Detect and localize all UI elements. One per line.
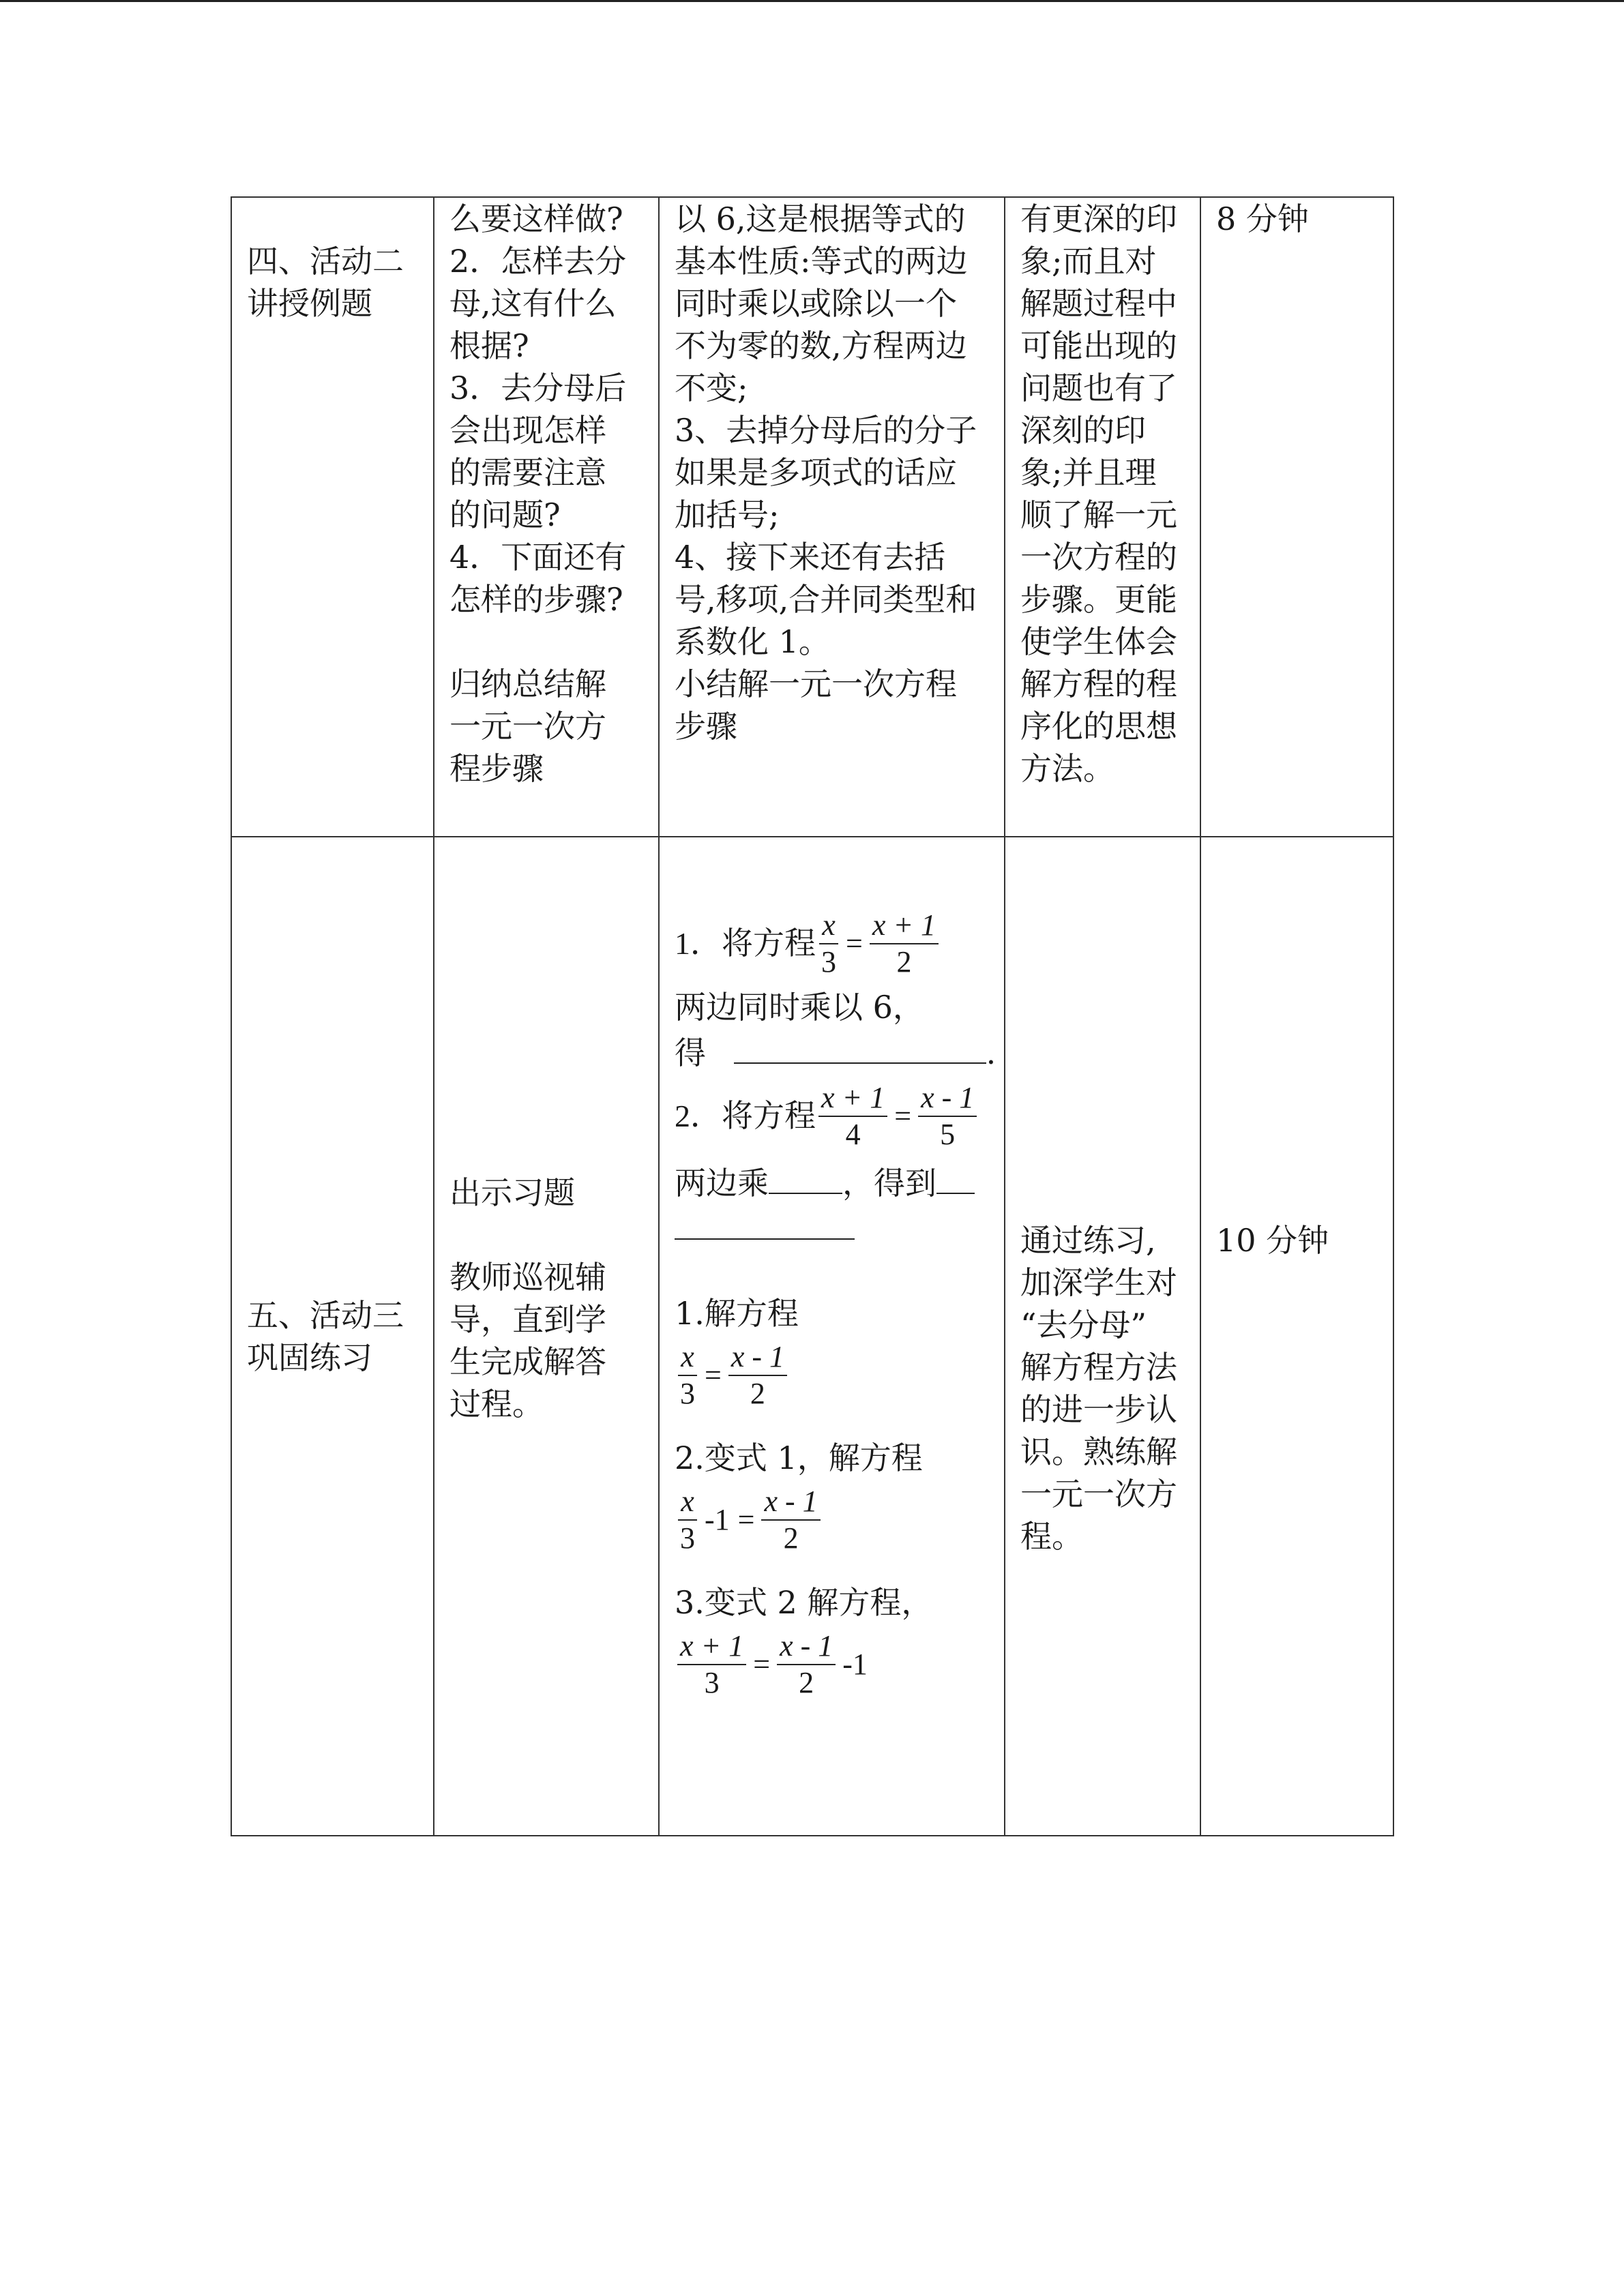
intent-line: 方法。 — [1020, 750, 1114, 787]
student-line: 不变; — [675, 370, 748, 406]
table-row-activity-2 — [231, 197, 1393, 837]
fraction-x-over-3: $\frac{x}{3}$ — [818, 908, 839, 980]
teacher-activity-cell — [434, 837, 659, 1836]
time-cell — [1200, 197, 1393, 837]
fraction-x-plus-1-over-2: $\frac{x + 1}{2}$ — [870, 908, 939, 980]
intent-line: 顺了解一元 — [1020, 496, 1177, 533]
student-line: 小结解一元一次方程 — [675, 666, 957, 702]
teacher-line: 会出现怎样 — [449, 412, 606, 449]
exercise-1-equation: $\frac{x}{3}$ = $\frac{x - 1}{2}$ — [675, 1335, 992, 1416]
fraction-x-plus-1-over-4: $\frac{x + 1}{4}$ — [818, 1080, 887, 1152]
q1-line3: 得 . — [675, 1028, 992, 1074]
teacher-line: 怎样的步骤? — [449, 581, 623, 618]
teacher-line: 4．下面还有 — [449, 539, 627, 576]
student-line: 不为零的数,方程两边 — [675, 327, 967, 364]
teacher-summary-line: 归纳总结解 — [449, 666, 606, 702]
student-line: 加括号; — [675, 496, 780, 533]
teacher-line: 的问题? — [449, 496, 561, 533]
teacher-summary-line: 一元一次方 — [449, 708, 606, 745]
activity-title-line2: 讲授例题 — [247, 285, 372, 322]
teacher-line: 么要这样做? — [449, 200, 623, 237]
student-activity-cell — [659, 197, 1005, 837]
intent-line: 程。 — [1020, 1518, 1083, 1555]
activity-cell — [231, 837, 434, 1836]
q2-line2: 两边乘 ，得到 — [675, 1159, 992, 1204]
intent-line: 有更深的印 — [1020, 200, 1177, 237]
intent-line: 使学生体会 — [1020, 623, 1177, 660]
question-2: 2．将方程 $\frac{x + 1}{4}$ = $\frac{x - 1}{5}$ — [675, 1074, 992, 1159]
student-line: 3、去掉分母后的分子 — [675, 412, 977, 449]
teacher-line: 生完成解答 — [449, 1343, 606, 1380]
design-intent-cell — [1005, 837, 1200, 1836]
exercise-2-title: 2.变式 1，解方程 — [675, 1440, 923, 1476]
intent-line: 问题也有了 — [1020, 370, 1177, 406]
teacher-summary-line: 程步骤 — [449, 750, 544, 787]
teacher-line: 过程。 — [449, 1386, 544, 1422]
time-cell — [1200, 837, 1393, 1836]
intent-line: 象;而且对 — [1020, 243, 1157, 280]
exercise-2-equation: $\frac{x}{3}$ -1 = $\frac{x - 1}{2}$ — [675, 1479, 992, 1561]
answer-blank[interactable] — [675, 1204, 855, 1240]
table-row-activity-3 — [231, 837, 1393, 1836]
teacher-line: 根据? — [449, 327, 529, 364]
student-activity-cell — [659, 837, 1005, 1836]
answer-blank[interactable] — [769, 1159, 842, 1194]
answer-blank[interactable] — [936, 1159, 975, 1194]
exercise-1-title: 1.解方程 — [675, 1295, 799, 1332]
student-line: 同时乘以或除以一个 — [675, 285, 957, 322]
time-allocation: 8 分钟 — [1216, 200, 1309, 237]
teacher-line: 的需要注意 — [449, 454, 606, 491]
intent-line: 深刻的印 — [1020, 412, 1146, 449]
intent-line: 解题过程中 — [1020, 285, 1177, 322]
exercise-3-equation: $\frac{x + 1}{3}$ = $\frac{x - 1}{2}$ -1 — [675, 1624, 992, 1705]
answer-blank[interactable] — [734, 1028, 986, 1064]
design-intent-cell — [1005, 197, 1200, 837]
student-line: 以 6,这是根据等式的 — [675, 200, 966, 237]
student-line: 系数化 1。 — [675, 623, 830, 660]
q1-prefix: 1．将方程 — [675, 926, 816, 961]
q2-prefix: 2．将方程 — [675, 1099, 816, 1133]
intent-line: 一次方程的 — [1020, 539, 1177, 576]
teacher-line: 母,这有什么 — [449, 285, 617, 322]
intent-line: 一元一次方 — [1020, 1476, 1177, 1512]
teacher-line: 2．怎样去分 — [449, 243, 627, 280]
student-line: 4、接下来还有去括 — [675, 539, 946, 576]
lesson-plan-table — [231, 196, 1394, 1836]
time-allocation: 10 分钟 — [1216, 1222, 1329, 1259]
intent-line: 解方程的程 — [1020, 666, 1177, 702]
exercise-3-title: 3.变式 2 解方程， — [675, 1584, 933, 1621]
teacher-line: 导，直到学 — [449, 1301, 606, 1338]
student-line: 号,移项,合并同类型和 — [675, 581, 977, 618]
teacher-activity-cell — [434, 197, 659, 837]
page-top-border — [0, 0, 1624, 2]
intent-line: 象;并且理 — [1020, 454, 1157, 491]
student-line: 如果是多项式的话应 — [675, 454, 957, 491]
teacher-line: 出示习题 — [449, 1174, 575, 1211]
intent-line: 通过练习, — [1020, 1222, 1156, 1259]
student-line: 步骤 — [675, 708, 737, 745]
q2-line3 — [675, 1204, 992, 1250]
question-1: 1．将方程 $\frac{x}{3}$ = $\frac{x + 1}{2}$ — [675, 901, 992, 986]
teacher-line: 3．去分母后 — [449, 370, 627, 406]
fraction-x-minus-1-over-5: $\frac{x - 1}{5}$ — [918, 1080, 977, 1152]
teacher-line: 教师巡视辅 — [449, 1259, 606, 1296]
intent-line: 可能出现的 — [1020, 327, 1177, 364]
activity-title-line1: 四、活动二 — [247, 243, 404, 280]
activity-title-line2: 巩固练习 — [247, 1339, 372, 1376]
intent-line: 步骤。更能 — [1020, 581, 1177, 618]
intent-line: 解方程方法 — [1020, 1349, 1177, 1386]
q1-line2: 两边同时乘以 6， — [675, 989, 924, 1026]
intent-line: 的进一步认 — [1020, 1391, 1177, 1428]
activity-title-line1: 五、活动三 — [247, 1296, 404, 1334]
intent-line: 加深学生对 — [1020, 1264, 1177, 1301]
intent-line: “去分母” — [1020, 1307, 1147, 1343]
intent-line: 序化的思想 — [1020, 708, 1177, 745]
intent-line: 识。熟练解 — [1020, 1433, 1177, 1470]
activity-cell — [231, 197, 434, 837]
student-line: 基本性质:等式的两边 — [675, 243, 968, 280]
